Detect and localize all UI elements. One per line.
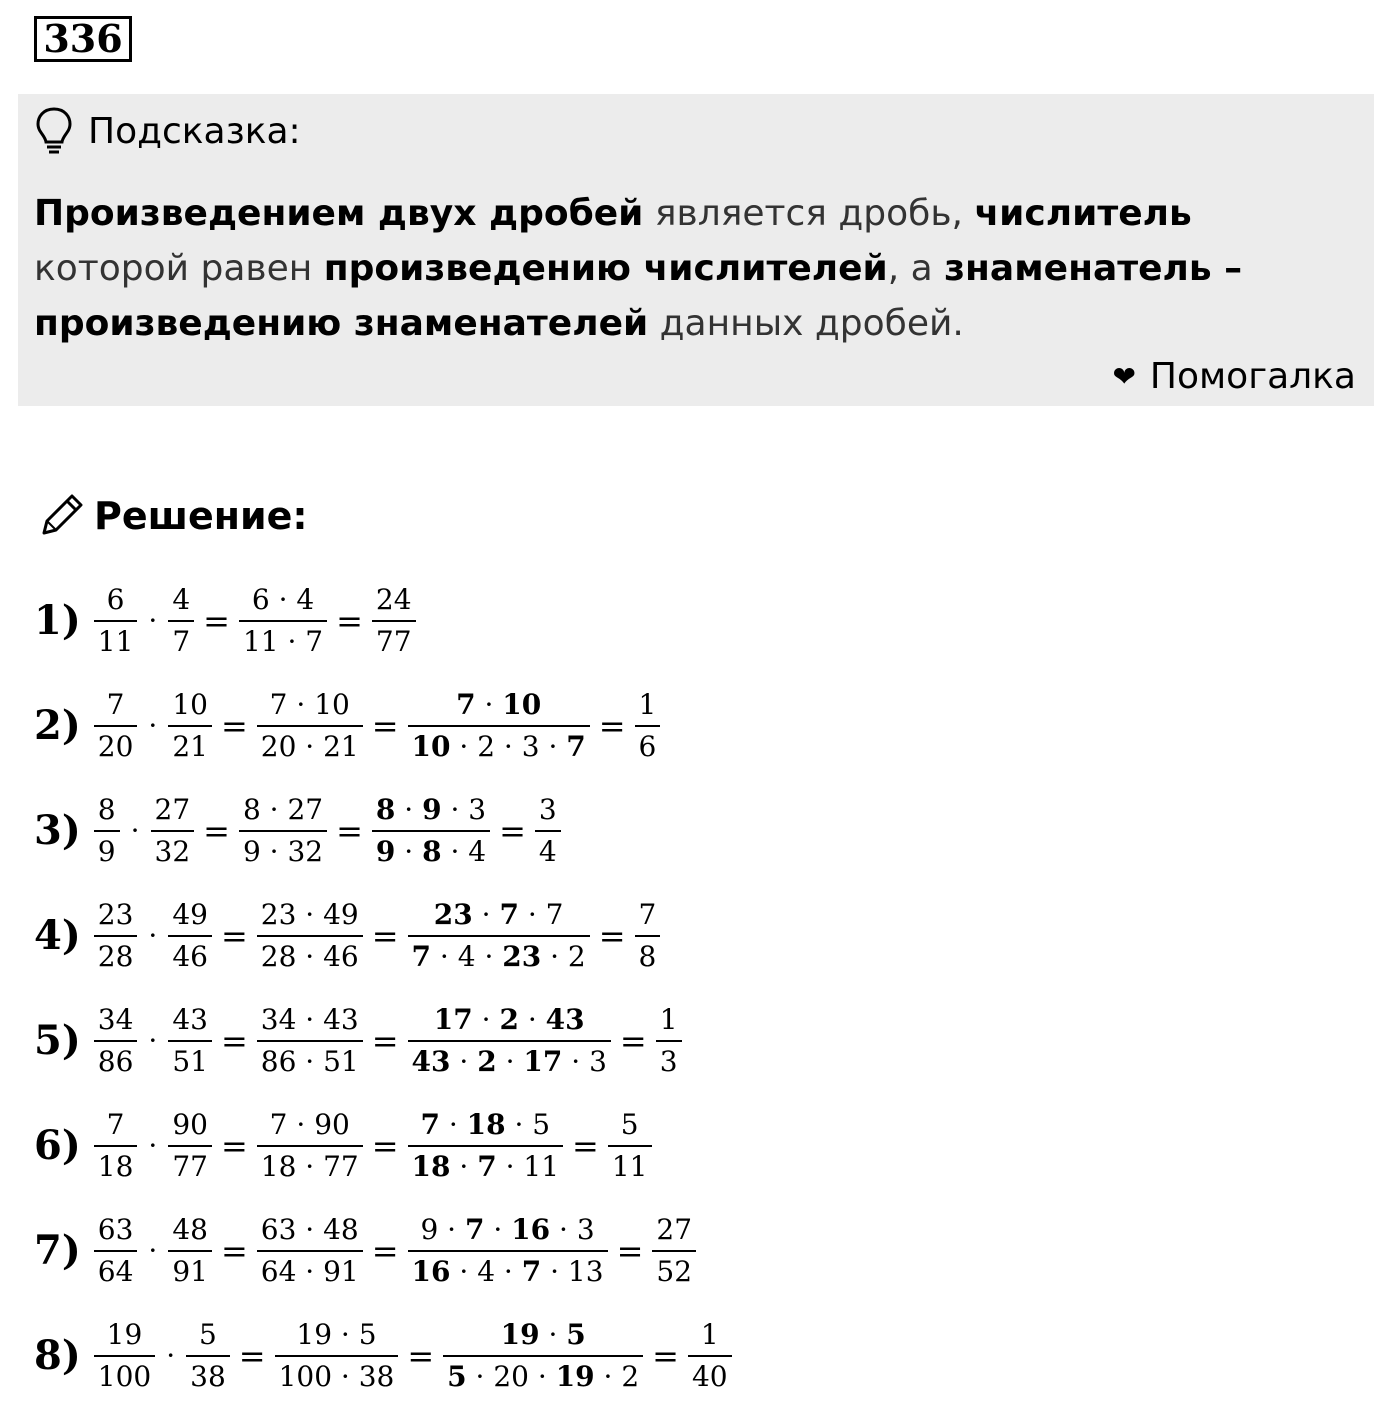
- row-label: 1): [34, 597, 81, 644]
- numerator: 8: [97, 792, 116, 826]
- solution-rows: [34, 568, 735, 1408]
- numerator: 8 · 9 · 3: [375, 792, 487, 826]
- numerator: 27: [656, 1212, 693, 1246]
- equals-sign: =: [652, 1336, 679, 1375]
- equals-sign: =: [220, 1126, 248, 1165]
- numerator: 9 · 7 · 16 · 3: [420, 1212, 595, 1246]
- row-label: 6): [34, 1122, 81, 1169]
- solution-row: [34, 1303, 735, 1408]
- fraction: [443, 1319, 643, 1393]
- equals-sign: =: [371, 1231, 399, 1270]
- multiply-sign: ·: [148, 1024, 158, 1057]
- solution-row: [34, 673, 735, 778]
- numerator: 34 · 43: [260, 1002, 359, 1036]
- fraction: [94, 689, 138, 763]
- denominator: 100: [94, 1355, 155, 1393]
- equals-sign: =: [220, 1021, 248, 1060]
- numerator: 4: [172, 582, 191, 616]
- numerator: 23 · 7 · 7: [433, 897, 564, 931]
- fraction: [408, 899, 590, 973]
- fraction: [372, 794, 490, 868]
- numerator: 7: [638, 897, 657, 931]
- equals-sign: =: [616, 1231, 644, 1270]
- equals-sign: =: [238, 1336, 266, 1375]
- equals-sign: =: [371, 1021, 399, 1060]
- denominator: 4: [535, 830, 561, 868]
- equals-sign: =: [203, 601, 230, 640]
- numerator: 23: [97, 897, 134, 931]
- denominator: 43 · 2 · 17 · 3: [408, 1040, 611, 1078]
- fraction: [168, 584, 194, 658]
- hint-box: [18, 94, 1374, 406]
- multiply-sign: ·: [148, 1129, 158, 1162]
- equals-sign: =: [220, 706, 248, 745]
- numerator: 34: [97, 1002, 134, 1036]
- denominator: 3: [656, 1040, 682, 1078]
- equals-sign: =: [572, 1126, 599, 1165]
- denominator: 9 · 32: [239, 830, 327, 868]
- solution-header: [36, 488, 308, 544]
- denominator: 16 · 4 · 7 · 13: [408, 1250, 608, 1288]
- solution-row: [34, 1093, 735, 1198]
- fraction: [688, 1319, 732, 1393]
- numerator: 5: [620, 1107, 639, 1141]
- pencil-icon: [36, 491, 86, 541]
- hint-segment: знаменатель – произведению знаменателей: [34, 248, 1243, 344]
- denominator: 52: [652, 1250, 696, 1288]
- fraction: [656, 1004, 682, 1078]
- denominator: 11: [94, 620, 138, 658]
- denominator: 20: [94, 725, 138, 763]
- fraction: [635, 899, 661, 973]
- numerator: 8 · 27: [242, 792, 324, 826]
- solution-row: [34, 778, 735, 883]
- denominator: 86 · 51: [257, 1040, 363, 1078]
- equals-sign: =: [499, 811, 526, 850]
- fraction: [168, 899, 212, 973]
- numerator: 43: [172, 1002, 208, 1036]
- denominator: 9: [94, 830, 120, 868]
- numerator: 7: [106, 687, 125, 721]
- equals-sign: =: [598, 706, 626, 745]
- denominator: 32: [151, 830, 195, 868]
- multiply-sign: ·: [166, 1339, 176, 1372]
- fraction: [94, 1214, 138, 1288]
- denominator: 40: [688, 1355, 732, 1393]
- numerator: 63: [97, 1212, 134, 1246]
- numerator: 7 · 10: [269, 687, 350, 721]
- denominator: 10 · 2 · 3 · 7: [408, 725, 590, 763]
- multiply-sign: ·: [130, 814, 140, 847]
- row-label: 3): [34, 807, 81, 854]
- denominator: 11: [608, 1145, 652, 1183]
- fraction: [168, 689, 212, 763]
- denominator: 11 · 7: [239, 620, 327, 658]
- denominator: 77: [168, 1145, 212, 1183]
- numerator: 7 · 18 · 5: [420, 1107, 551, 1141]
- denominator: 7: [168, 620, 194, 658]
- numerator: 5: [199, 1317, 217, 1351]
- numerator: 24: [375, 582, 412, 616]
- fraction: [257, 1004, 363, 1078]
- fraction: [168, 1109, 212, 1183]
- multiply-sign: ·: [148, 604, 158, 637]
- equals-sign: =: [598, 916, 626, 955]
- equals-sign: =: [371, 706, 399, 745]
- denominator: 77: [372, 620, 416, 658]
- numerator: 17 · 2 · 43: [433, 1002, 585, 1036]
- numerator: 49: [172, 897, 208, 931]
- denominator: 9 · 8 · 4: [372, 830, 490, 868]
- multiply-sign: ·: [148, 919, 158, 952]
- numerator: 1: [700, 1317, 719, 1351]
- denominator: 100 · 38: [275, 1355, 399, 1393]
- task-number: 336: [34, 16, 132, 62]
- fraction: [408, 1004, 611, 1078]
- denominator: 18 · 7 · 11: [408, 1145, 564, 1183]
- fraction: [94, 794, 120, 868]
- solution-row: [34, 568, 735, 673]
- denominator: 18 · 77: [257, 1145, 363, 1183]
- multiply-sign: ·: [148, 709, 158, 742]
- fraction: [94, 899, 138, 973]
- fraction: [372, 584, 416, 658]
- numerator: 7 · 90: [269, 1107, 350, 1141]
- numerator: 23 · 49: [260, 897, 359, 931]
- fraction: [94, 1004, 138, 1078]
- numerator: 1: [659, 1002, 678, 1036]
- numerator: 6: [106, 582, 125, 616]
- denominator: 46: [168, 935, 212, 973]
- solution-row: [34, 1198, 735, 1303]
- denominator: 38: [186, 1355, 230, 1393]
- hint-segment: которой равен: [34, 248, 324, 289]
- equals-sign: =: [407, 1336, 435, 1375]
- numerator: 19 · 5: [296, 1317, 377, 1351]
- row-label: 2): [34, 702, 81, 749]
- brand-name: Помогалка: [1149, 356, 1356, 397]
- fraction: [635, 689, 661, 763]
- lightbulb-icon: [34, 106, 74, 156]
- equals-sign: =: [203, 811, 230, 850]
- hint-segment: Произведением двух дробей: [34, 193, 644, 234]
- fraction: [151, 794, 195, 868]
- fraction: [186, 1319, 230, 1393]
- denominator: 86: [94, 1040, 138, 1078]
- denominator: 64 · 91: [257, 1250, 363, 1288]
- hint-header: [34, 106, 301, 156]
- numerator: 90: [172, 1107, 208, 1141]
- solution-row: [34, 883, 735, 988]
- numerator: 7 · 10: [456, 687, 542, 721]
- fraction: [239, 794, 327, 868]
- equals-sign: =: [336, 811, 363, 850]
- hint-segment: данных дробей.: [648, 303, 964, 344]
- fraction: [652, 1214, 696, 1288]
- numerator: 7: [106, 1107, 125, 1141]
- hint-text: [34, 186, 1354, 351]
- heart-icon: ❤: [1112, 360, 1136, 393]
- denominator: 5 · 20 · 19 · 2: [443, 1355, 643, 1393]
- fraction: [168, 1004, 212, 1078]
- fraction: [94, 1109, 138, 1183]
- row-label: 8): [34, 1332, 81, 1379]
- brand: [1112, 356, 1356, 397]
- fraction: [239, 584, 327, 658]
- hint-segment: произведению числителей: [323, 248, 888, 289]
- denominator: 7 · 4 · 23 · 2: [408, 935, 590, 973]
- numerator: 48: [172, 1212, 208, 1246]
- fraction: [408, 1109, 564, 1183]
- fraction: [257, 689, 363, 763]
- denominator: 20 · 21: [257, 725, 363, 763]
- denominator: 28 · 46: [257, 935, 363, 973]
- numerator: 27: [154, 792, 191, 826]
- equals-sign: =: [220, 916, 248, 955]
- fraction: [94, 584, 138, 658]
- numerator: 6 · 4: [251, 582, 315, 616]
- denominator: 64: [94, 1250, 138, 1288]
- fraction: [257, 1214, 363, 1288]
- fraction: [535, 794, 561, 868]
- fraction: [257, 899, 363, 973]
- fraction: [168, 1214, 212, 1288]
- denominator: 6: [635, 725, 661, 763]
- fraction: [408, 1214, 608, 1288]
- numerator: 19: [106, 1317, 143, 1351]
- denominator: 8: [635, 935, 661, 973]
- denominator: 28: [94, 935, 138, 973]
- numerator: 63 · 48: [260, 1212, 359, 1246]
- row-label: 7): [34, 1227, 81, 1274]
- hint-segment: , а: [887, 248, 945, 289]
- row-label: 5): [34, 1017, 81, 1064]
- denominator: 91: [168, 1250, 212, 1288]
- solution-title: Решение:: [94, 494, 308, 538]
- fraction: [257, 1109, 363, 1183]
- equals-sign: =: [371, 1126, 399, 1165]
- solution-row: [34, 988, 735, 1093]
- numerator: 19 · 5: [500, 1317, 586, 1351]
- equals-sign: =: [619, 1021, 647, 1060]
- equals-sign: =: [371, 916, 399, 955]
- fraction: [608, 1109, 652, 1183]
- multiply-sign: ·: [148, 1234, 158, 1267]
- equals-sign: =: [336, 601, 363, 640]
- hint-segment: числитель: [974, 193, 1192, 234]
- denominator: 18: [94, 1145, 138, 1183]
- denominator: 21: [168, 725, 212, 763]
- fraction: [408, 689, 590, 763]
- numerator: 1: [638, 687, 657, 721]
- numerator: 10: [172, 687, 208, 721]
- fraction: [94, 1319, 155, 1393]
- hint-segment: является дробь,: [643, 193, 975, 234]
- row-label: 4): [34, 912, 81, 959]
- hint-title: Подсказка:: [88, 110, 301, 152]
- denominator: 51: [168, 1040, 212, 1078]
- fraction: [275, 1319, 399, 1393]
- equals-sign: =: [220, 1231, 248, 1270]
- numerator: 3: [538, 792, 557, 826]
